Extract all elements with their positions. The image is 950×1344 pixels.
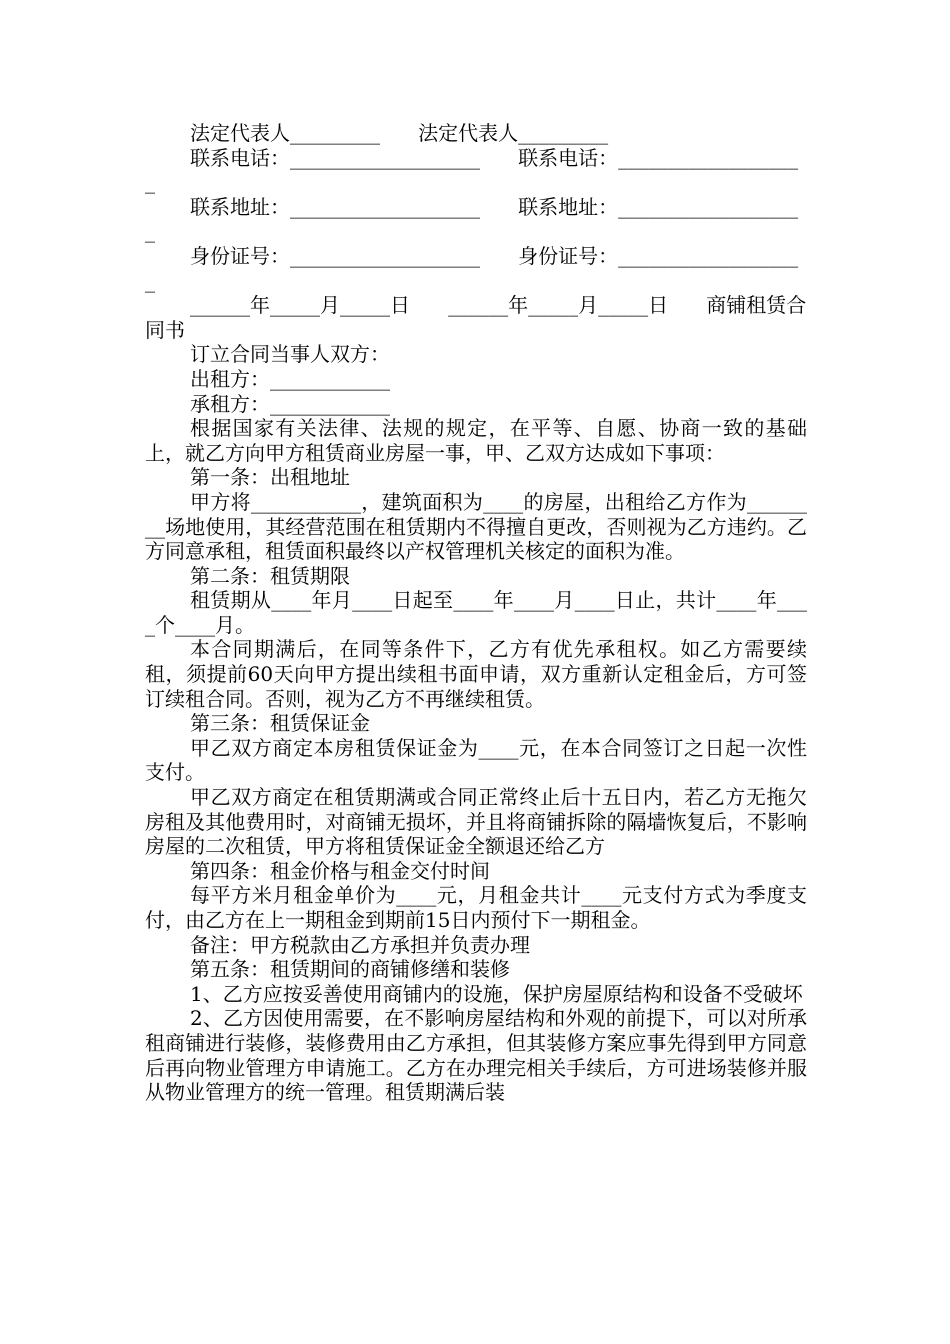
article-3-refund: 甲乙双方商定在租赁期满或合同正常终止后十五日内，若乙方无拖欠房租及其他费用时，对商铺无损坏，并且将商铺拆除的隔墙恢复后，不影响房屋的二次租赁，甲方将租赁保证金全额退还给乙方	[145, 785, 807, 859]
article-4-rent: 每平方米月租金单价为____元，月租金共计____元支付方式为季度支付，由乙方在上一期租金到期前15日内预付下一期租金。	[145, 883, 807, 932]
lessee-line: 承租方：____________	[190, 391, 390, 416]
article-2-term: 租赁期从____年月____日起至____年____月____日止，共计____年____个____月。	[145, 588, 807, 637]
article-2-renewal: 本合同期满后，在同等条件下，乙方有优先承租权。如乙方需要续租，须提前60天向甲方提出续租书面申请，双方重新认定租金后，方可签订续租合同。否则，视为乙方不再继续租赁。	[145, 637, 807, 711]
article-5-item-2: 2、乙方因使用需要，在不影响房屋结构和外观的前提下，可以对所承租商铺进行装修，装修费用由乙方承担，但其装修方案应事先得到甲方同意后再向物业管理方申请施工。乙方在办理完相关手续后，方可进场装修并服从物业管理方的统一管理。租赁期满后装	[145, 1006, 807, 1105]
article-2-title: 第二条：租赁期限	[190, 563, 350, 588]
phone-line: 联系电话：___________________ 联系电话：___________________	[145, 145, 799, 195]
article-1-title: 第一条：出租地址	[190, 465, 350, 490]
article-3-title: 第三条：租赁保证金	[190, 711, 370, 736]
article-1-body: 甲方将___________，建筑面积为____的房屋，出租给乙方作为________场地使用，其经营范围在租赁期内不得擅自更改，否则视为乙方违约。乙方同意承租，租赁面积最终以产权管理机关核定的面积为准。	[145, 489, 807, 564]
article-3-deposit: 甲乙双方商定本房租赁保证金为____元，在本合同签订之日起一次性支付。	[145, 735, 807, 785]
date-and-title-line: ______年_____月_____日 ______年_____月_____日 商铺租赁合同书	[145, 293, 807, 342]
legal-rep-line: 法定代表人_________ 法定代表人_________	[190, 121, 609, 145]
article-4-note: 备注：甲方税款由乙方承担并负责办理	[190, 932, 530, 957]
lessor-line: 出租方：____________	[190, 366, 390, 391]
id-number-line: 身份证号：___________________ 身份证号：___________________	[145, 243, 799, 293]
article-5-item-1: 1、乙方应按妥善使用商铺内的设施，保护房屋原结构和设备不受破坏	[190, 981, 803, 1006]
article-4-title: 第四条：租金价格与租金交付时间	[190, 858, 490, 883]
article-5-title: 第五条：租赁期间的商铺修缮和装修	[190, 957, 510, 982]
address-line: 联系地址：___________________ 联系地址：___________________	[145, 194, 799, 244]
preamble: 根据国家有关法律、法规的规定，在平等、自愿、协商一致的基础上，就乙方向甲方租赁商业房屋一事，甲、乙双方达成如下事项：	[145, 416, 807, 465]
contract-page	[145, 121, 807, 1105]
parties-intro: 订立合同当事人双方：	[190, 342, 390, 367]
